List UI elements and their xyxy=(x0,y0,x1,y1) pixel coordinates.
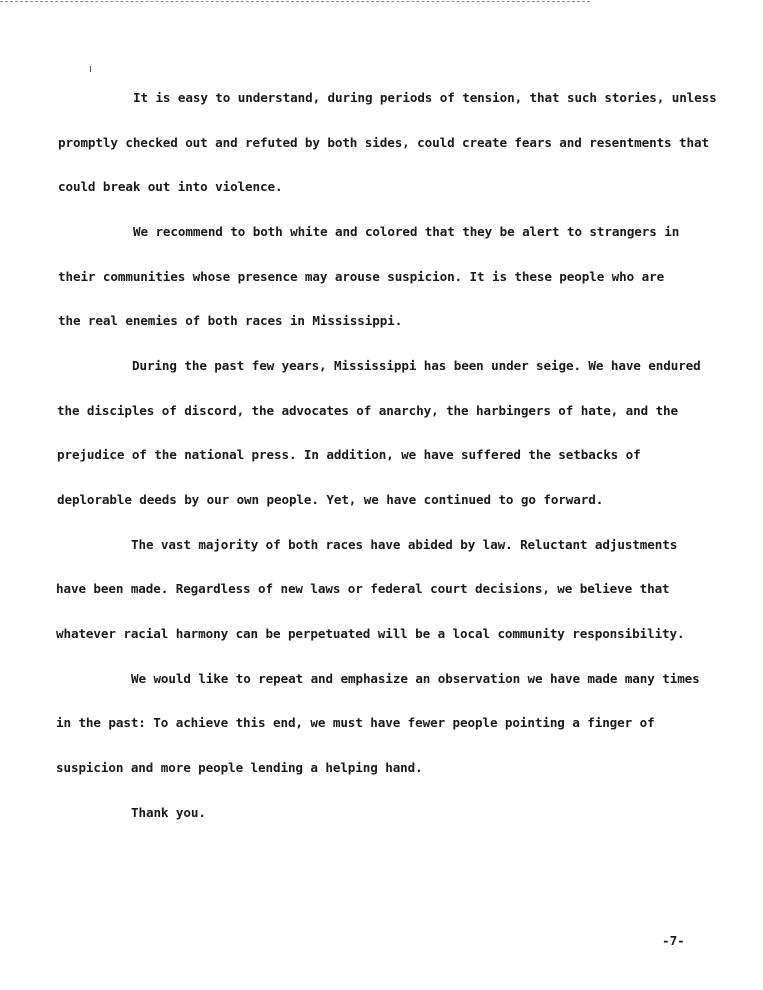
paragraph-5-line-2: in the past: To achieve this end, we must have fewer people pointing a finger of xyxy=(56,715,655,730)
closing-line: Thank you. xyxy=(131,805,206,820)
page-number: -7- xyxy=(662,933,685,948)
paragraph-2-line-1: We recommend to both white and colored that they be alert to strangers in xyxy=(133,224,680,239)
paragraph-2-line-3: the real enemies of both races in Mississippi. xyxy=(58,313,403,328)
paragraph-4-line-2: have been made. Regardless of new laws or federal court decisions, we believe that xyxy=(56,581,670,596)
paragraph-3-line-2: the disciples of discord, the advocates of anarchy, the harbingers of hate, and the xyxy=(57,403,679,418)
paragraph-2-line-2: their communities whose presence may arouse suspicion. It is these people who are xyxy=(58,269,665,284)
paragraph-4-line-3: whatever racial harmony can be perpetuated will be a local community responsibility. xyxy=(56,626,685,641)
paragraph-3-line-3: prejudice of the national press. In addition, we have suffered the setbacks of xyxy=(57,447,641,462)
paragraph-4-line-1: The vast majority of both races have abided by law. Reluctant adjustments xyxy=(131,537,678,552)
paragraph-1-line-3: could break out into violence. xyxy=(58,179,283,194)
paragraph-5-line-3: suspicion and more people lending a helping hand. xyxy=(56,760,423,775)
paragraph-1-line-2: promptly checked out and refuted by both sides, could create fears and resentments that xyxy=(58,135,709,150)
paragraph-5-line-1: We would like to repeat and emphasize an observation we have made many times xyxy=(131,671,700,686)
paragraph-3-line-4: deplorable deeds by our own people. Yet, we have continued to go forward. xyxy=(57,492,604,507)
paragraph-3-line-1: During the past few years, Mississippi has been under seige. We have endured xyxy=(132,358,701,373)
paragraph-1-line-1: It is easy to understand, during periods of tension, that such stories, unless xyxy=(133,90,717,105)
